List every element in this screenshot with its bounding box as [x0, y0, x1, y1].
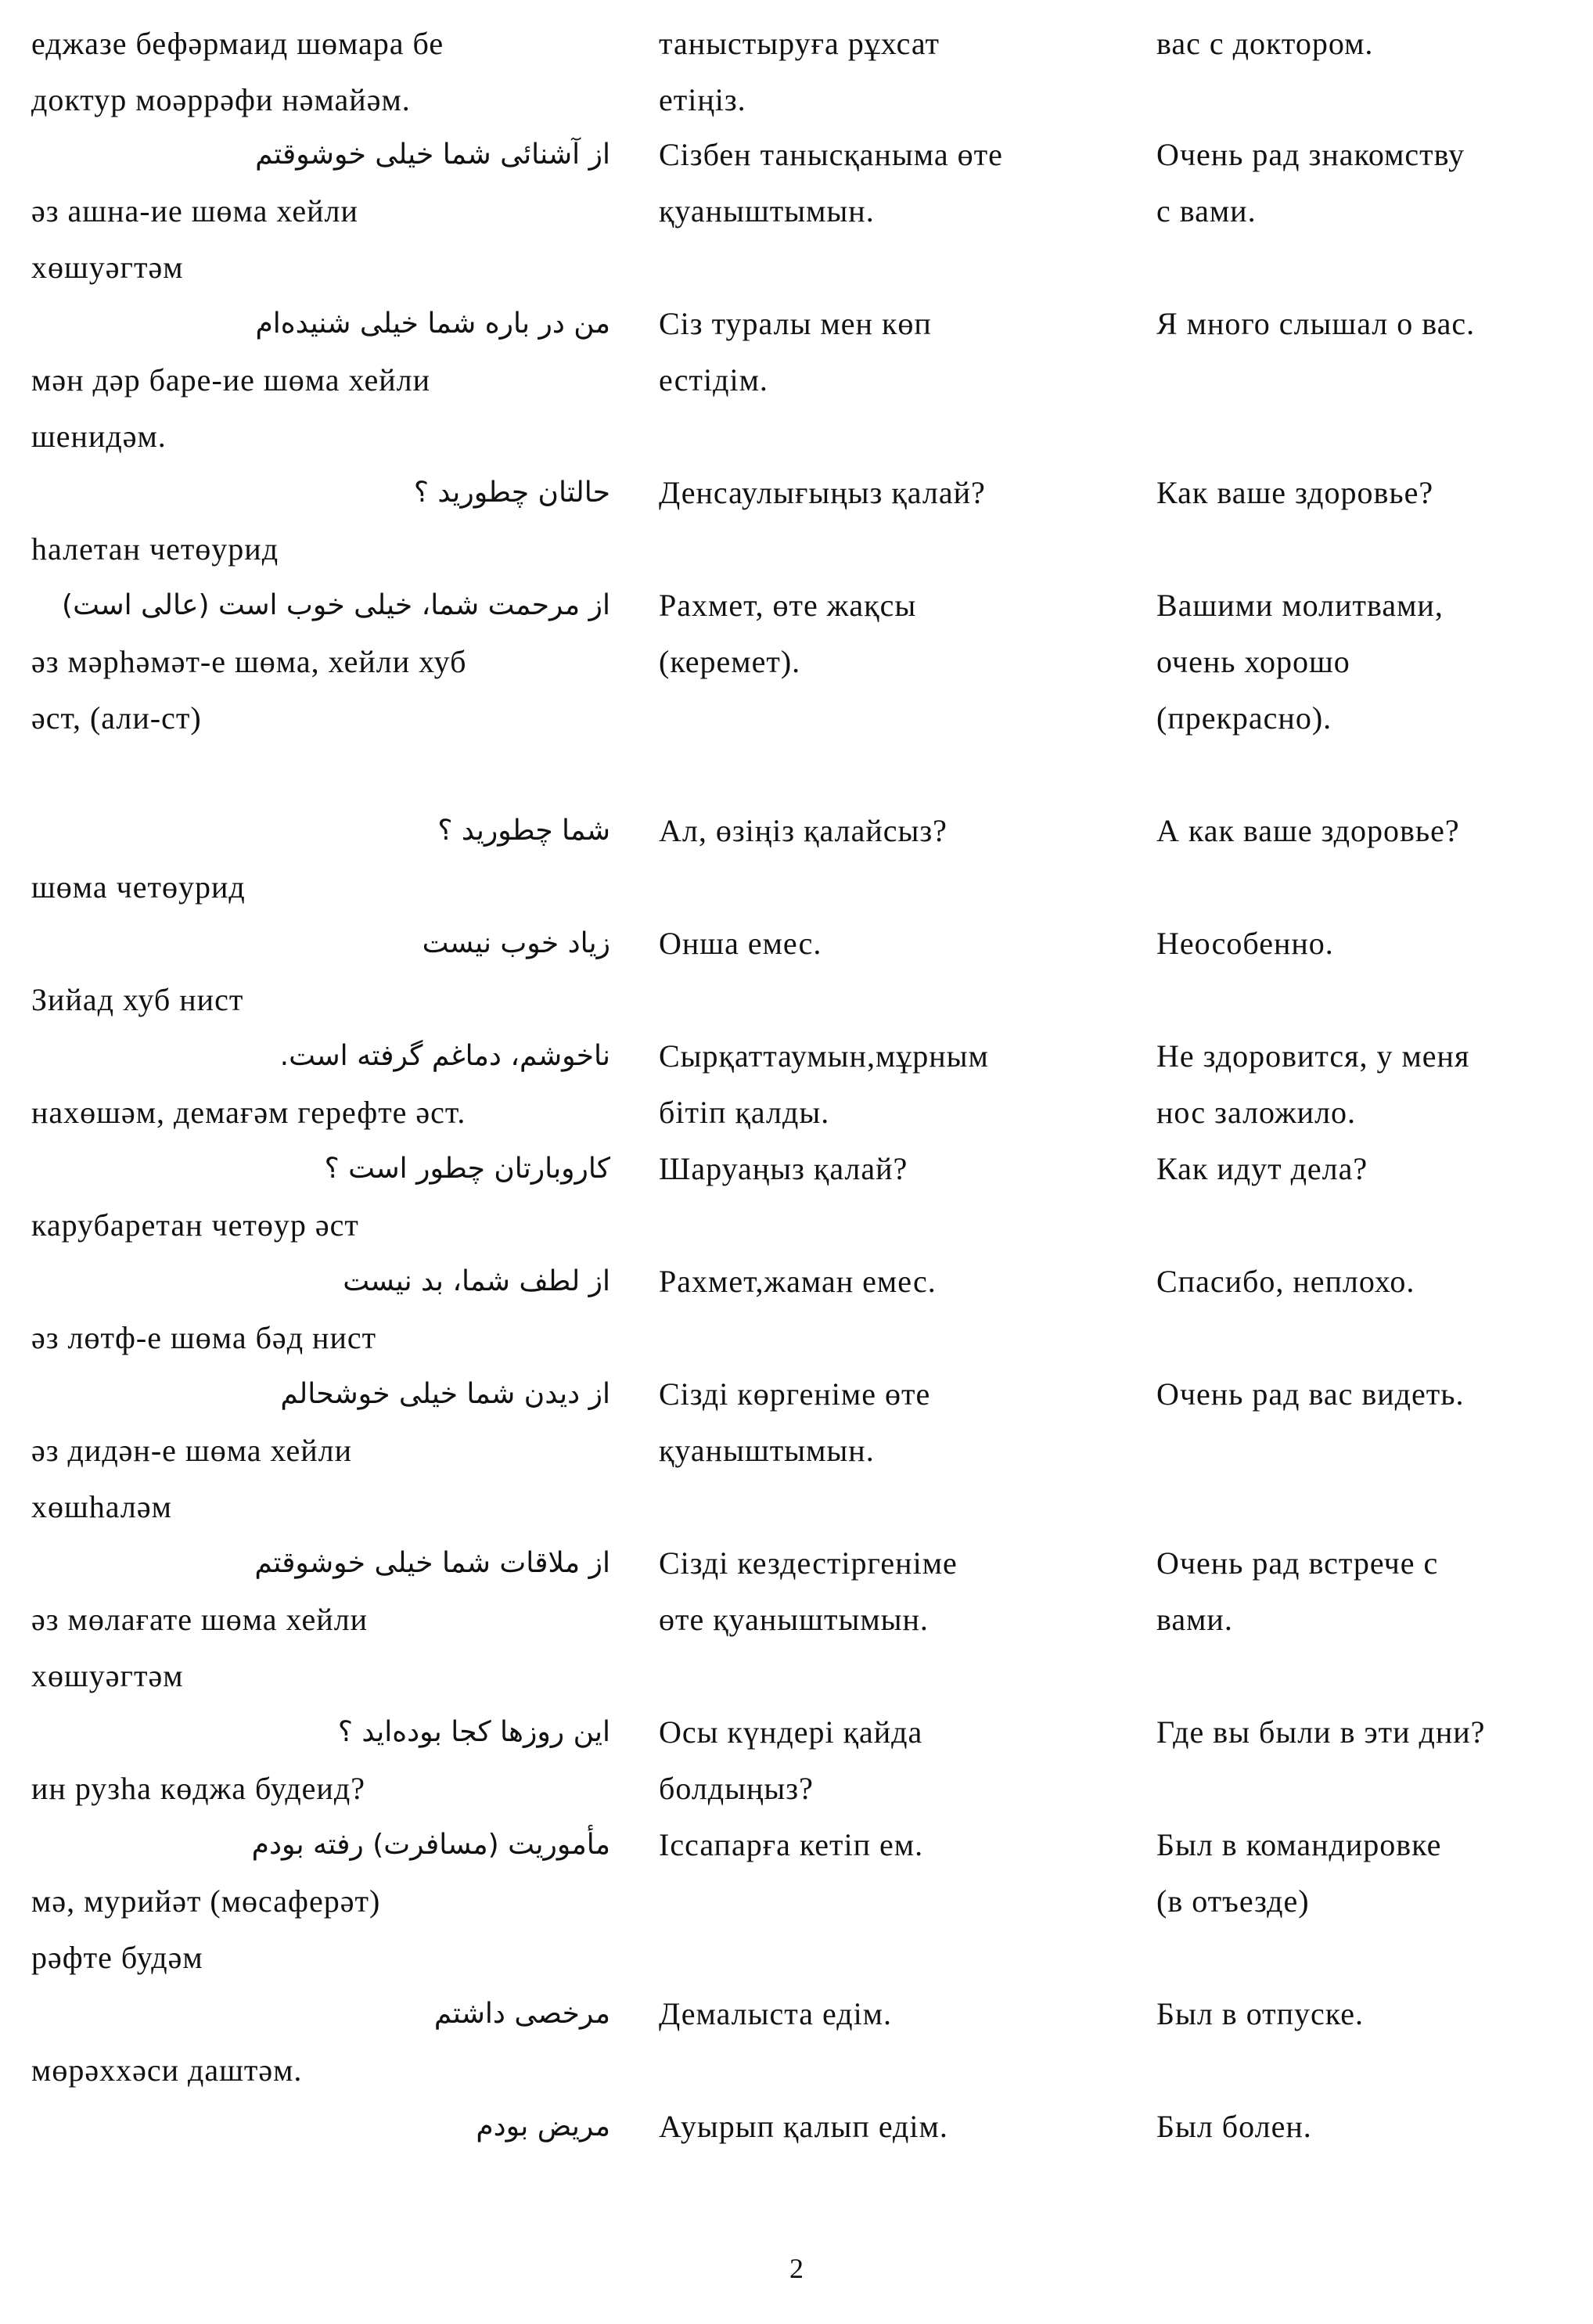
kazakh-column — [659, 1028, 1120, 1141]
kazakh-column — [659, 127, 1120, 239]
russian-column — [1156, 803, 1579, 859]
kazakh-line: Денсаулығыңыз қалай? — [659, 475, 986, 510]
transliteration-line: нахөшәм, демағәм герефте әст. — [31, 1095, 466, 1130]
page-number: 2 — [789, 2253, 804, 2284]
persian-script-line: شما چطورید ؟ — [437, 815, 610, 847]
kazakh-line: Онша емес. — [659, 926, 822, 961]
persian-script-line: از لطف شما، بد نیست — [343, 1265, 610, 1297]
russian-line: Очень рад вас видеть. — [1156, 1376, 1465, 1412]
kazakh-column — [659, 803, 1120, 859]
russian-line: Очень рад встрече с — [1156, 1545, 1439, 1581]
russian-line: (в отъезде) — [1156, 1883, 1310, 1919]
russian-column — [1156, 1254, 1579, 1310]
persian-script-line: کاروبارتان چطور است ؟ — [324, 1153, 610, 1185]
kazakh-line: бітіп қалды. — [659, 1095, 830, 1130]
russian-column — [1156, 296, 1579, 352]
russian-line: Неособенно. — [1156, 926, 1334, 961]
russian-line: Я много слышал о вас. — [1156, 306, 1476, 341]
persian-column — [31, 127, 610, 296]
persian-script-line: مأموریت (مسافرت) رفته بودم — [251, 1829, 610, 1861]
kazakh-line: Сырқаттаумын,мұрным — [659, 1038, 989, 1074]
russian-line: очень хорошо — [1156, 644, 1350, 679]
kazakh-line: қуаныштымын. — [659, 193, 875, 228]
russian-column — [1156, 577, 1579, 746]
kazakh-column — [659, 16, 1120, 128]
persian-script-line: مریض بودم — [476, 2110, 610, 2142]
transliteration-line: мә, мурийәт (мөсаферәт) — [31, 1883, 381, 1919]
persian-script-line: از آشنائی شما خیلی خوشوقتم — [255, 139, 610, 171]
kazakh-line: Шаруаңыз қалай? — [659, 1151, 908, 1186]
kazakh-column — [659, 1704, 1120, 1817]
transliteration-line: һалетан четөурид — [31, 531, 279, 567]
persian-column — [31, 577, 610, 746]
persian-column — [31, 1986, 610, 2099]
russian-column — [1156, 1366, 1579, 1423]
transliteration-line: ин рузһа көджа будеид? — [31, 1771, 365, 1806]
kazakh-line: Ауырып қалып едім. — [659, 2109, 948, 2144]
russian-line: нос заложило. — [1156, 1095, 1357, 1130]
kazakh-column — [659, 916, 1120, 972]
kazakh-column — [659, 1535, 1120, 1648]
kazakh-line: Сізді кездестіргеніме — [659, 1545, 958, 1581]
transliteration-line: әз мөлағате шөма хейли — [31, 1602, 369, 1637]
persian-script-line: این روزها کجا بوده‌اید ؟ — [337, 1716, 610, 1748]
kazakh-line: Сізді көргеніме өте — [659, 1376, 931, 1412]
russian-line: Как ваше здоровье? — [1156, 475, 1434, 510]
kazakh-column — [659, 1254, 1120, 1310]
kazakh-line: Рахмет,жаман емес. — [659, 1264, 937, 1299]
persian-column — [31, 16, 610, 128]
kazakh-column — [659, 296, 1120, 408]
russian-column — [1156, 1535, 1579, 1648]
russian-column — [1156, 127, 1579, 239]
russian-line: вас с доктором. — [1156, 26, 1374, 61]
russian-column — [1156, 465, 1579, 521]
kazakh-column — [659, 1817, 1120, 1873]
kazakh-column — [659, 1141, 1120, 1197]
kazakh-line: Рахмет, өте жақсы — [659, 588, 917, 623]
persian-column — [31, 2099, 610, 2155]
kazakh-line: Сіз туралы мен көп — [659, 306, 932, 341]
transliteration-line: Зийад хуб нист — [31, 982, 244, 1017]
kazakh-column — [659, 2099, 1120, 2155]
russian-column — [1156, 1141, 1579, 1197]
persian-script-line: من در باره شما خیلی شنیده‌ام — [255, 308, 610, 340]
persian-column — [31, 296, 610, 465]
russian-column — [1156, 1986, 1579, 2042]
transliteration-line: хөшһаләм — [31, 1489, 172, 1524]
persian-script-line: ناخوشم، دماغم گرفته است. — [279, 1040, 610, 1072]
transliteration-line: еджазе бефәрмаид шөмара бе — [31, 26, 444, 61]
kazakh-line: болдыңыз? — [659, 1771, 814, 1806]
russian-column — [1156, 1028, 1579, 1141]
russian-line: Спасибо, неплохо. — [1156, 1264, 1415, 1299]
kazakh-line: қуаныштымын. — [659, 1433, 875, 1468]
kazakh-line: етіңіз. — [659, 82, 746, 117]
persian-column — [31, 803, 610, 916]
russian-column — [1156, 916, 1579, 972]
persian-column — [31, 1817, 610, 1986]
russian-column — [1156, 16, 1579, 72]
russian-column — [1156, 1817, 1579, 1930]
kazakh-column — [659, 1366, 1120, 1479]
russian-line: А как ваше здоровье? — [1156, 813, 1460, 848]
transliteration-line: шенидәм. — [31, 419, 167, 454]
russian-line: с вами. — [1156, 193, 1257, 228]
transliteration-line: карубаретан четөур әст — [31, 1207, 359, 1243]
persian-column — [31, 1366, 610, 1535]
persian-script-line: از ملاقات شما خیلی خوشوقتم — [254, 1547, 610, 1579]
transliteration-line: шөма четөурид — [31, 869, 246, 905]
persian-script-line: از مرحمت شما، خیلی خوب است (عالی است) — [62, 589, 610, 621]
kazakh-line: Ал, өзіңіз қалайсыз? — [659, 813, 948, 848]
kazakh-column — [659, 465, 1120, 521]
russian-line: Был болен. — [1156, 2109, 1312, 2144]
kazakh-column — [659, 1986, 1120, 2042]
transliteration-line: мөрәххәси даштәм. — [31, 2052, 303, 2088]
russian-column — [1156, 2099, 1579, 2155]
transliteration-line: хөшуәгтәм — [31, 250, 184, 285]
kazakh-line: естідім. — [659, 362, 768, 398]
kazakh-line: өте қуаныштымын. — [659, 1602, 929, 1637]
persian-column — [31, 1141, 610, 1254]
russian-line: Очень рад знакомству — [1156, 137, 1465, 172]
transliteration-line: мән дәр баре-ие шөма хейли — [31, 362, 431, 398]
transliteration-line: әз лөтф-е шөма бәд нист — [31, 1320, 377, 1355]
persian-column — [31, 465, 610, 577]
russian-column — [1156, 1704, 1579, 1761]
persian-script-line: مرخصی داشتم — [433, 1998, 610, 2030]
persian-column — [31, 1535, 610, 1704]
transliteration-line: әз ашна-ие шөма хейли — [31, 193, 358, 228]
persian-script-line: از دیدن شما خیلی خوشحالم — [280, 1378, 610, 1410]
kazakh-line: Демалыста едім. — [659, 1996, 892, 2031]
persian-script-line: زیاد خوب نیست — [422, 927, 610, 959]
persian-column — [31, 916, 610, 1028]
russian-line: (прекрасно). — [1156, 700, 1332, 736]
russian-line: Был в командировке — [1156, 1827, 1442, 1862]
kazakh-line: таныстыруға рұхсат — [659, 26, 940, 61]
transliteration-line: хөшуәгтәм — [31, 1658, 184, 1693]
kazakh-line: Осы күндері қайда — [659, 1714, 923, 1750]
transliteration-line: әз дидән-е шөма хейли — [31, 1433, 353, 1468]
transliteration-line: рәфте будәм — [31, 1940, 203, 1975]
kazakh-line: Іссапарға кетіп ем. — [659, 1827, 924, 1862]
russian-line: Вашими молитвами, — [1156, 588, 1444, 623]
russian-line: Был в отпуске. — [1156, 1996, 1364, 2031]
transliteration-line: доктур моәррәфи нәмайәм. — [31, 82, 411, 117]
kazakh-line: Сізбен танысқаныма өте — [659, 137, 1003, 172]
transliteration-line: әст, (али-ст) — [31, 700, 202, 736]
kazakh-column — [659, 577, 1120, 690]
russian-line: Не здоровится, у меня — [1156, 1038, 1470, 1074]
russian-line: Где вы были в эти дни? — [1156, 1714, 1486, 1750]
russian-line: Как идут дела? — [1156, 1151, 1368, 1186]
russian-line: вами. — [1156, 1602, 1233, 1637]
persian-column — [31, 1254, 610, 1366]
kazakh-line: (керемет). — [659, 644, 801, 679]
persian-column — [31, 1704, 610, 1817]
persian-column — [31, 1028, 610, 1141]
transliteration-line: әз мәрһәмәт-е шөма, хейли хуб — [31, 644, 467, 679]
persian-script-line: حالتان چطورید ؟ — [413, 477, 610, 509]
